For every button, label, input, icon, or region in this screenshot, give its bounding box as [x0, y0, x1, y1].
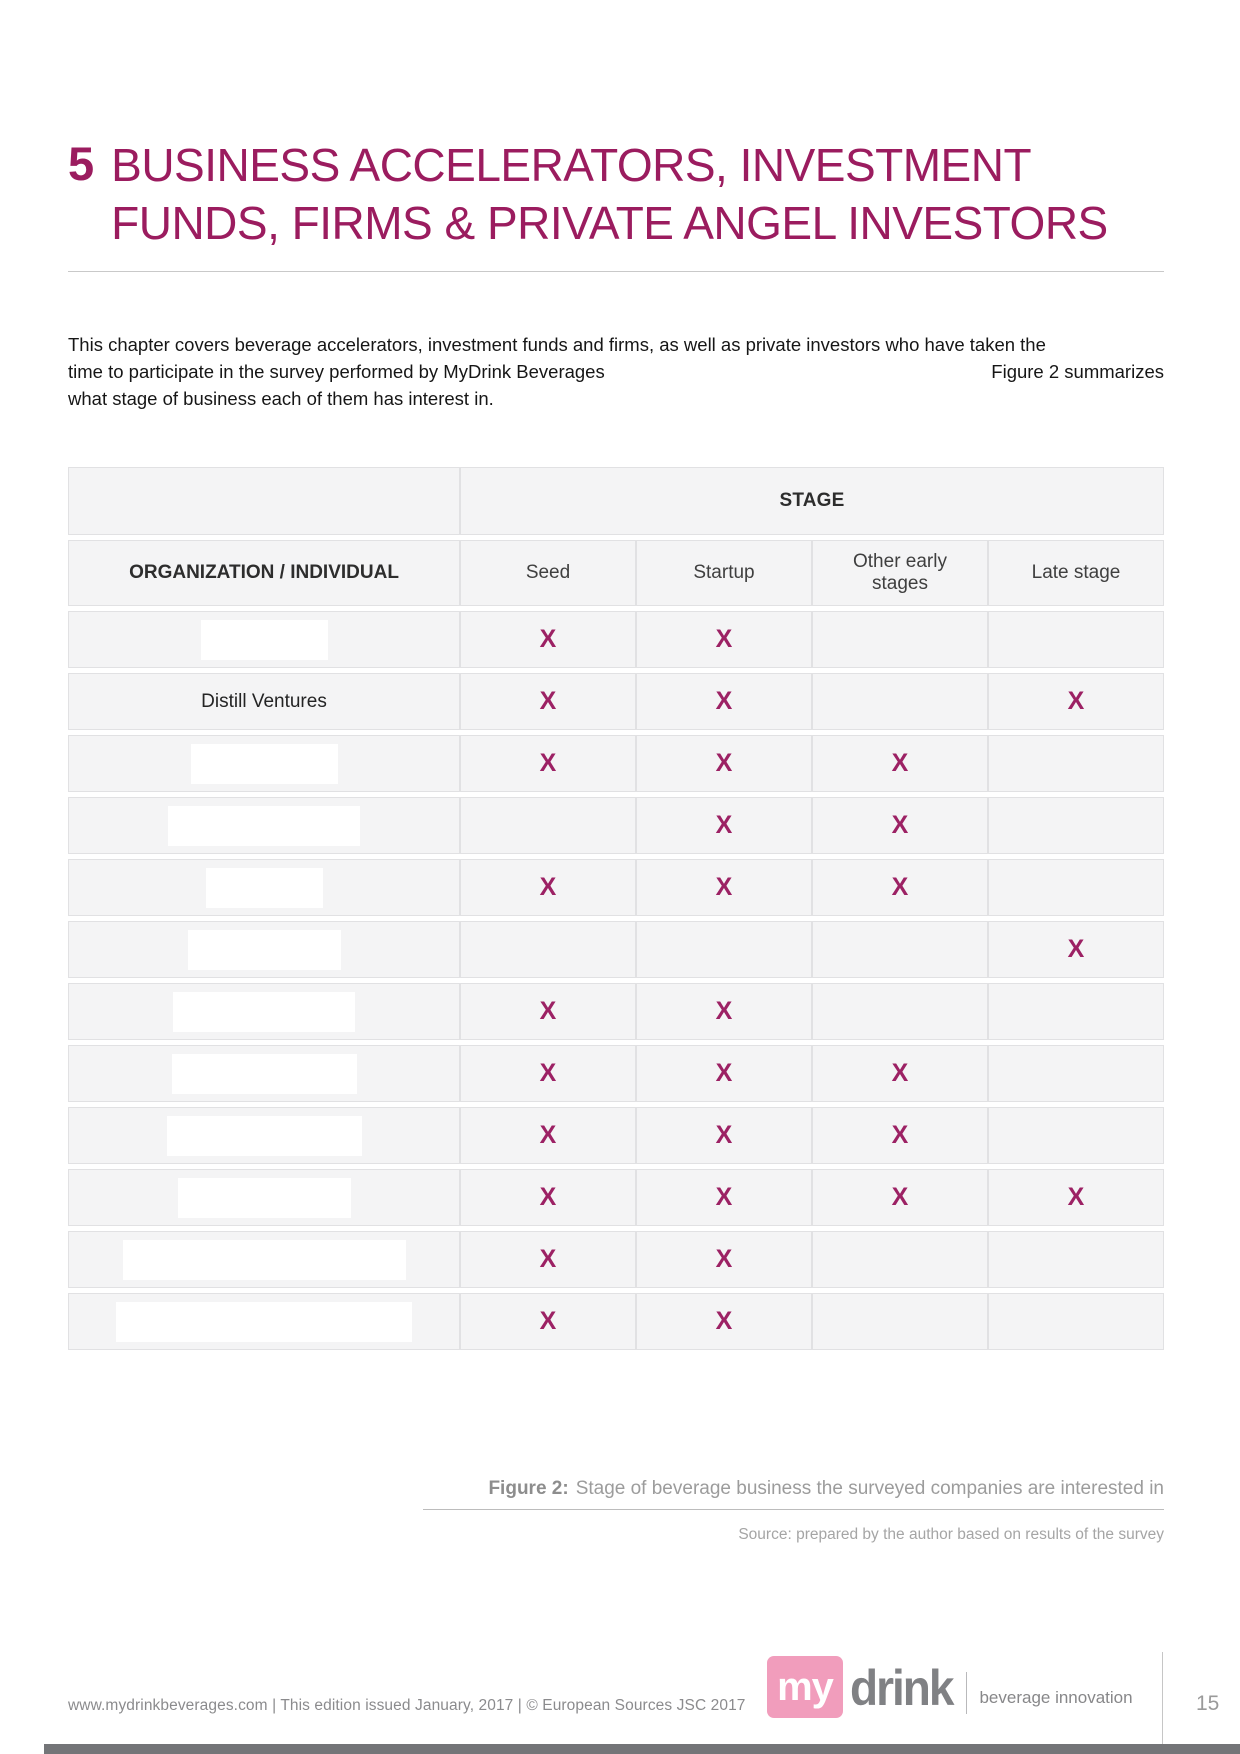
org-cell: [68, 673, 460, 730]
org-cell: [68, 859, 460, 916]
org-column-header: ORGANIZATION / INDIVIDUAL: [68, 540, 460, 606]
org-cell: [68, 921, 460, 978]
mark-cell: X: [636, 859, 812, 916]
footer-info-text: www.mydrinkbeverages.com | This edition issued January, 2017 | © European Sources JSC 2017: [68, 1697, 746, 1714]
mark-cell: X: [988, 1169, 1164, 1226]
mark-cell: X: [636, 983, 812, 1040]
mark-cell: X: [636, 1045, 812, 1102]
mark-cell: X: [460, 735, 636, 792]
mark-cell: X: [636, 797, 812, 854]
org-cell: [68, 1045, 460, 1102]
mark-cell: X: [460, 1169, 636, 1226]
mark-cell: X: [812, 1107, 988, 1164]
figure-caption: [68, 1478, 1164, 1500]
mark-cell: [812, 611, 988, 668]
caption-divider: [423, 1509, 1164, 1510]
mark-cell: X: [636, 1169, 812, 1226]
redaction-box: [116, 1302, 412, 1342]
mark-cell: X: [460, 611, 636, 668]
intro-paragraph: [68, 331, 1164, 412]
mark-cell: X: [812, 859, 988, 916]
column-header-other-early: Other early stages: [812, 540, 988, 606]
org-cell: [68, 1293, 460, 1350]
stage-table: [68, 467, 1164, 1350]
mark-cell: [812, 921, 988, 978]
mark-cell: X: [636, 611, 812, 668]
intro-line1: This chapter covers beverage accelerators, investment funds and firms, as well as private investors who have taken the: [68, 334, 1046, 355]
chapter-title-line1: BUSINESS ACCELERATORS, INVESTMENT: [111, 139, 1032, 191]
mydrink-logo: [767, 1656, 1133, 1718]
redaction-box: [172, 1054, 357, 1094]
mark-cell: [812, 1231, 988, 1288]
logo-separator: [966, 1672, 967, 1714]
redaction-box: [201, 620, 328, 660]
org-name: Distill Ventures: [201, 690, 327, 712]
mark-cell: X: [460, 1045, 636, 1102]
bottom-bar: [44, 1744, 1240, 1754]
logo-tagline: beverage innovation: [979, 1688, 1133, 1707]
intro-line2: [68, 358, 1164, 385]
mark-cell: [460, 797, 636, 854]
org-cell: [68, 1107, 460, 1164]
redaction-box: [191, 744, 338, 784]
stage-group-header: STAGE: [460, 467, 1164, 535]
column-header-late: Late stage: [988, 540, 1164, 606]
mark-cell: X: [636, 1231, 812, 1288]
figure-caption-text: Stage of beverage business the surveyed companies are interested in: [575, 1478, 1164, 1499]
mark-cell: [812, 673, 988, 730]
org-cell: [68, 1169, 460, 1226]
mark-cell: X: [812, 735, 988, 792]
chapter-number: 5: [68, 137, 95, 190]
org-cell: [68, 983, 460, 1040]
column-header-startup: Startup: [636, 540, 812, 606]
mark-cell: X: [460, 859, 636, 916]
column-header-seed: Seed: [460, 540, 636, 606]
mark-cell: [988, 1107, 1164, 1164]
redaction-box: [167, 1116, 362, 1156]
footer-vertical-rule: [1162, 1652, 1163, 1744]
mark-cell: [812, 1293, 988, 1350]
mark-cell: [988, 735, 1164, 792]
mark-cell: [988, 1045, 1164, 1102]
mark-cell: [988, 1231, 1164, 1288]
mark-cell: [988, 1293, 1164, 1350]
chapter-heading: [68, 136, 1108, 252]
chapter-title: [111, 136, 1108, 252]
mark-cell: X: [636, 1293, 812, 1350]
mark-cell: [988, 983, 1164, 1040]
redaction-box: [168, 806, 360, 846]
org-cell: [68, 797, 460, 854]
intro-line2-left: time to participate in the survey performed by MyDrink Beverages: [68, 361, 605, 382]
redaction-box: [188, 930, 341, 970]
mark-cell: X: [460, 1231, 636, 1288]
mark-cell: X: [812, 1169, 988, 1226]
mark-cell: X: [988, 673, 1164, 730]
redaction-box: [206, 868, 323, 908]
org-cell: [68, 735, 460, 792]
redaction-box: [123, 1240, 406, 1280]
mark-cell: [988, 797, 1164, 854]
mark-cell: [988, 859, 1164, 916]
mark-cell: X: [636, 735, 812, 792]
redaction-box: [178, 1178, 351, 1218]
mark-cell: X: [460, 673, 636, 730]
source-note: Source: prepared by the author based on results of the survey: [738, 1526, 1164, 1543]
mark-cell: X: [460, 1107, 636, 1164]
mark-cell: [636, 921, 812, 978]
mark-cell: [460, 921, 636, 978]
mark-cell: [812, 983, 988, 1040]
mark-cell: [988, 611, 1164, 668]
figure-caption-label: Figure 2:: [488, 1478, 569, 1499]
mark-cell: X: [636, 673, 812, 730]
mark-cell: X: [812, 797, 988, 854]
redaction-box: [173, 992, 355, 1032]
chapter-title-line2: FUNDS, FIRMS & PRIVATE ANGEL INVESTORS: [111, 197, 1108, 249]
heading-divider: [68, 271, 1164, 272]
mark-cell: X: [812, 1045, 988, 1102]
org-cell: [68, 611, 460, 668]
mark-cell: X: [460, 983, 636, 1040]
mark-cell: X: [460, 1293, 636, 1350]
org-cell: [68, 1231, 460, 1288]
intro-line2-right: Figure 2 summarizes: [991, 361, 1164, 382]
intro-line3: what stage of business each of them has interest in.: [68, 388, 494, 409]
mark-cell: X: [636, 1107, 812, 1164]
logo-my-badge: my: [767, 1656, 843, 1718]
table-corner-cell: [68, 467, 460, 535]
page-number: 15: [1196, 1692, 1220, 1715]
logo-drink-text: drink: [850, 1659, 953, 1716]
mark-cell: X: [988, 921, 1164, 978]
